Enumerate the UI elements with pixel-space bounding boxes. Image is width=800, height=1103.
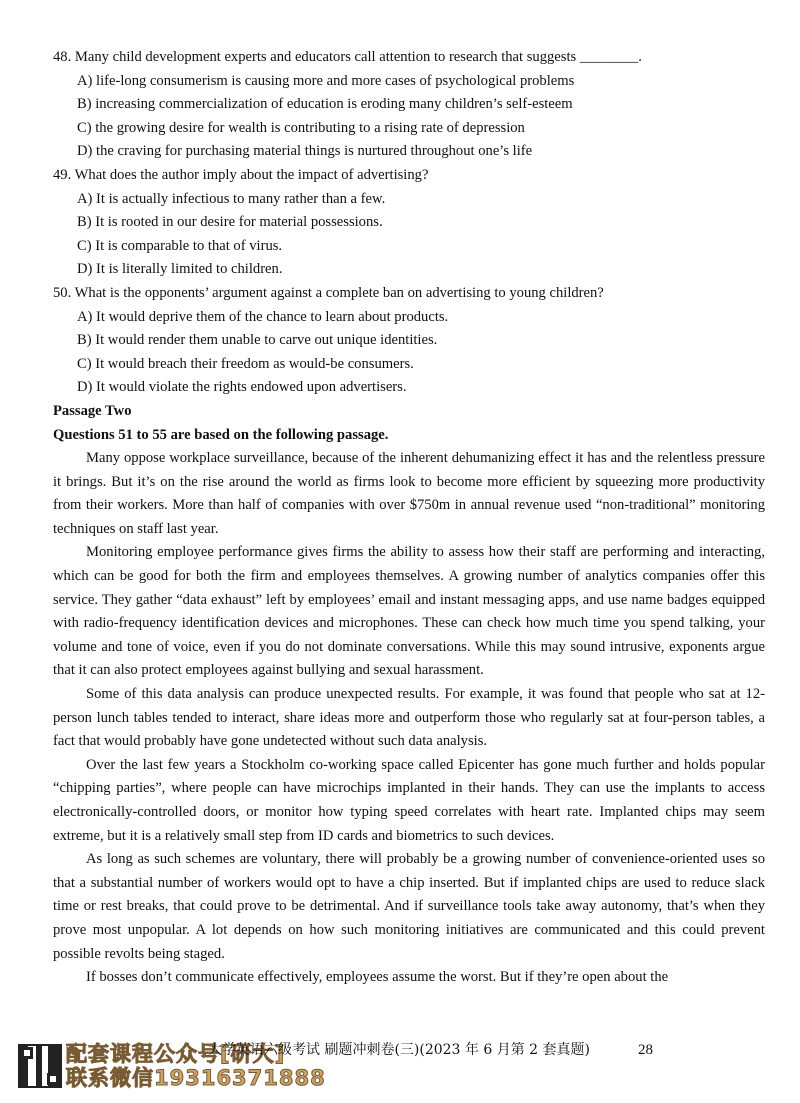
option-d: D) the craving for purchasing material things is nurtured throughout one’s life (77, 143, 533, 160)
option-c: C) It would breach their freedom as would-be consumers. (77, 355, 414, 372)
option-b: B) increasing commercialization of education is eroding many children’s self-esteem (77, 96, 573, 113)
option-b: B) It would render them unable to carve out unique identities. (77, 332, 438, 349)
page-number: 28 (638, 1042, 653, 1058)
question-stem: 50. What is the opponents’ argument against a complete ban on advertising to young children? (53, 284, 604, 301)
option-d: D) It is literally limited to children. (77, 261, 283, 278)
passage-paragraph-1: Many oppose workplace surveillance, because of the inherent dehumanizing effect it has and the relentless pressure it brings. But it’s on the rise around the world as firms look to become more efficient by squeezing more productivity from their workers. More than half of companies with over $750m in annual revenue used “non-traditional” monitoring techniques on staff last year. (53, 450, 765, 537)
question-50 (53, 282, 765, 400)
option-a: A) life-long consumerism is causing more and more cases of psychological problems (77, 72, 575, 89)
passage-paragraph-4: Over the last few years a Stockholm co-working space called Epicenter has gone much further and holds popular “chipping parties”, where people can have microchips implanted in their hands. They can use the implants to access electronically-controlled doors, or monitor how typing speed correlates with heart rate. Implanted chips may seem extreme, but it is a relatively small step from ID cards and biometrics to such devices. (53, 756, 765, 844)
watermark-line-1: 配套课程公众号[研大] (66, 1042, 286, 1066)
question-stem: 49. What does the author imply about the impact of advertising? (53, 166, 429, 183)
passage-paragraph-5: As long as such schemes are voluntary, there will probably be a growing number of convenience-oriented uses so that a substantial number of workers would opt to have a chip inserted. But if implanted chips are used to reduce slack time or rest breaks, that could prove to be detrimental. And if surveillance tools take away autonomy, that’s when they prove most unpopular. A lot depends on how such monitoring initiatives are communicated and this could prevent possible revolts being staged. (53, 851, 765, 962)
option-c: C) It is comparable to that of virus. (77, 237, 283, 254)
passage-title: Passage Two (53, 402, 132, 419)
watermark-line-2: 联系微信19316371888 (66, 1066, 326, 1090)
question-stem: 48. Many child development experts and educators call attention to research that suggests ________. (53, 49, 642, 65)
page-footer (18, 1038, 778, 1094)
passage-paragraph-2: Monitoring employee performance gives firms the ability to assess how their staff are performing and interacting, which can be good for both the firm and employees themselves. A growing number of analytics companies offer this service. They gather “data exhaust” left by employees’ email and instant messaging apps, and use name badges equipped with radio-frequency identification devices and microphones. These can check how much time you spend talking, your volume and tone of voice, even if you do not dominate conversations. While this may sound intrusive, exponents argue that it can also protect employees against bullying and sexual harassment. (53, 544, 765, 679)
passage-subtitle: Questions 51 to 55 are based on the following passage. (53, 426, 389, 443)
exam-page (53, 46, 765, 990)
passage-paragraph-6: If bosses don’t communicate effectively, employees assume the worst. But if they’re open about the (86, 969, 669, 986)
qr-code-icon (18, 1044, 62, 1088)
question-49 (53, 164, 765, 282)
passage-paragraph-3: Some of this data analysis can produce unexpected results. For example, it was found that people who sat at 12-person lunch tables tended to interact, share ideas more and outperform those who regularly sat at four-person tables, a fact that would probably have gone undetected without such data analysis. (53, 686, 765, 750)
option-d: D) It would violate the rights endowed upon advertisers. (77, 379, 407, 396)
option-b: B) It is rooted in our desire for material possessions. (77, 214, 383, 231)
option-a: A) It is actually infectious to many rather than a few. (77, 190, 386, 207)
option-a: A) It would deprive them of the chance to learn about products. (77, 308, 449, 325)
footer-title: 大学英语六级考试 刷题冲刺卷(三)(2023 年 6 月第 2 套真题) (208, 1042, 590, 1058)
question-48 (53, 46, 765, 164)
option-c: C) the growing desire for wealth is contributing to a rising rate of depression (77, 119, 525, 136)
